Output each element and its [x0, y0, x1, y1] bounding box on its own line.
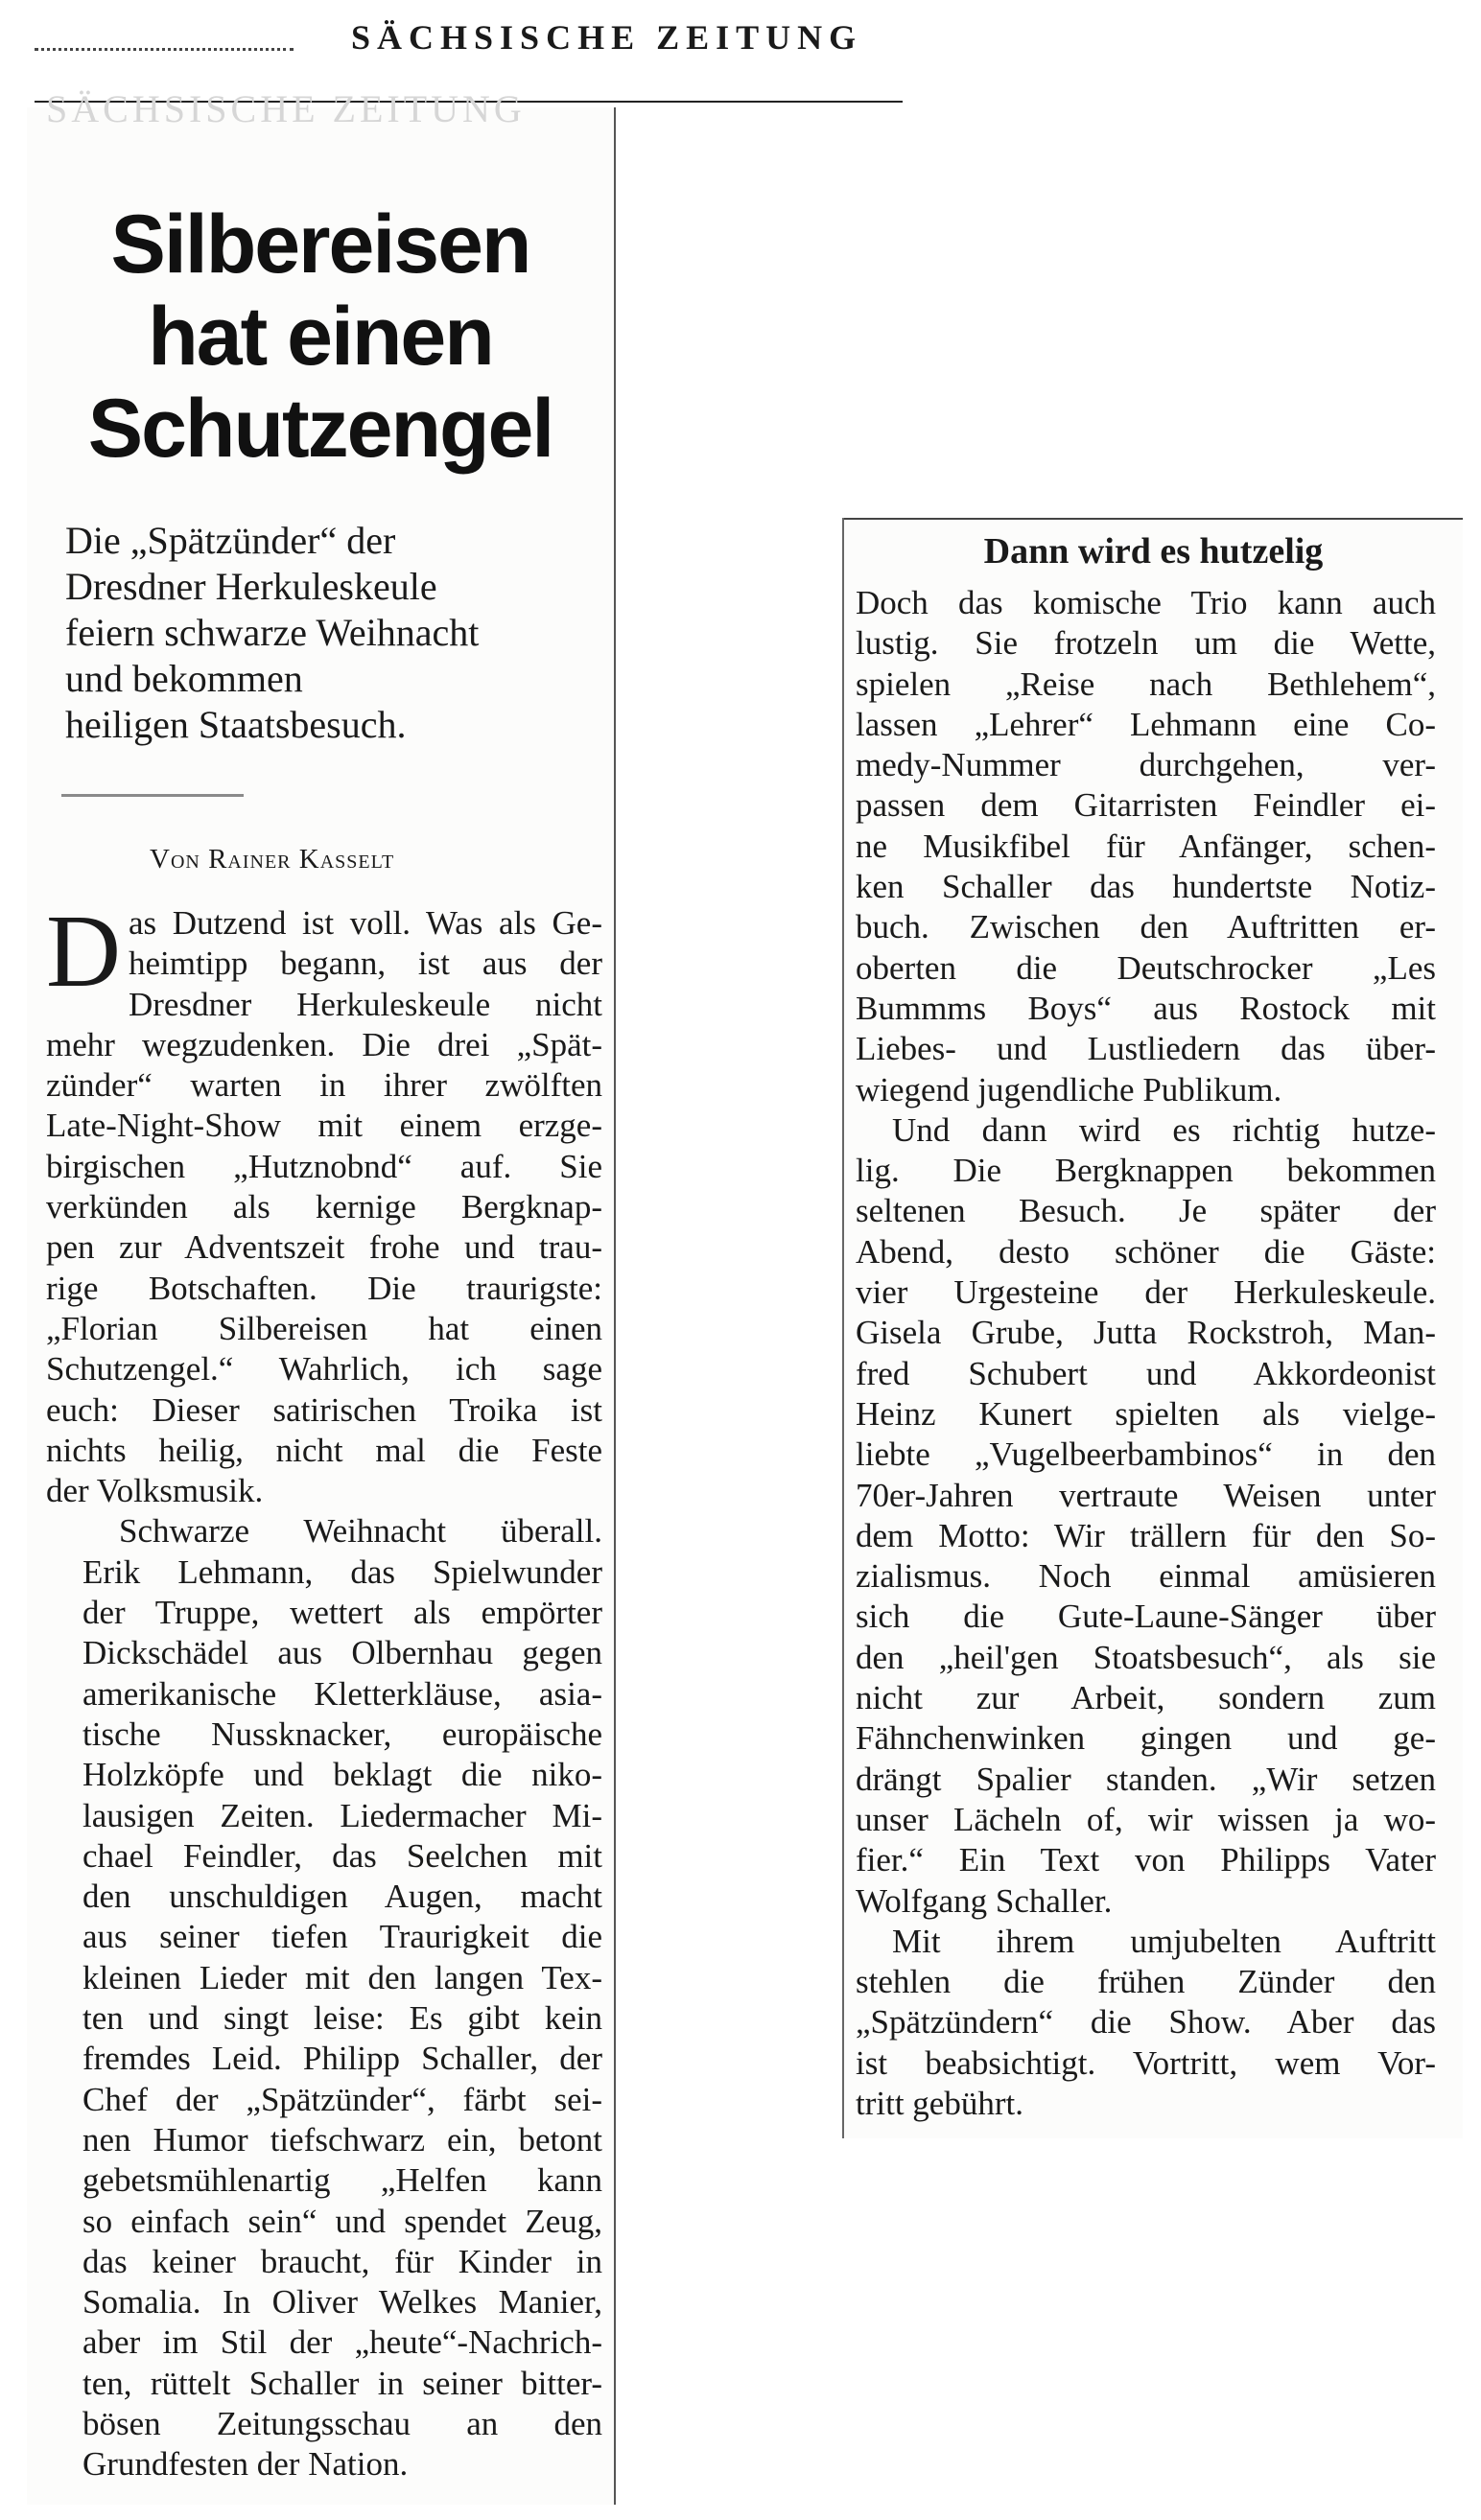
text-line: zialismus. Noch einmal amüsieren	[856, 1557, 1436, 1596]
text-line: nichts heilig, nicht mal die Feste	[46, 1431, 602, 1469]
text-line: das keiner braucht, für Kinder in	[82, 2242, 602, 2280]
text-line: tische Nussknacker, europäische	[82, 1715, 602, 1753]
drop-cap: D	[46, 895, 121, 1009]
text-line: seltenen Besuch. Je später der	[856, 1192, 1436, 1230]
text-line: aber im Stil der „heute“-Nachrich-	[82, 2323, 602, 2362]
text-line: euch: Dieser satirischen Troika ist	[46, 1390, 602, 1429]
text-line: gebetsmühlenartig „Helfen kann	[82, 2161, 602, 2200]
bleed-through-text: SÄCHSISCHE ZEITUNG	[46, 87, 526, 130]
text-line: Doch das komische Trio kann auch	[856, 584, 1436, 621]
text-line: Dickschädel aus Olbernhau gegen	[82, 1634, 602, 1672]
text-line: den unschuldigen Augen, macht	[82, 1878, 602, 1916]
text-line: lig. Die Bergknappen bekommen	[856, 1152, 1436, 1190]
text-line: liebte „Vugelbeerbambinos“ in den	[856, 1435, 1436, 1474]
text-line: Wolfgang Schaller.	[856, 1881, 1113, 1920]
text-line: as Dutzend ist voll. Was als Ge-	[129, 904, 602, 942]
subhead-line: heiligen Staatsbesuch.	[65, 703, 407, 746]
text-line: medy-Nummer durchgehen, ver-	[856, 746, 1436, 784]
text-line: sich die Gute-Laune-Sänger über	[856, 1598, 1436, 1636]
text-line: Schwarze Weihnacht überall.	[119, 1512, 602, 1551]
text-line: Bummms Boys“ aus Rostock mit	[856, 989, 1436, 1027]
text-line: Liebes- und Lustliedern das über-	[856, 1030, 1436, 1068]
headline-line: Schutzengel	[87, 383, 553, 475]
section-heading: Dann wird es hutzelig	[983, 531, 1324, 572]
text-line: nen Humor tiefschwarz ein, betont	[82, 2120, 602, 2158]
paragraph	[856, 1922, 1436, 2124]
newspaper-name: SÄCHSISCHE ZEITUNG	[351, 18, 863, 57]
byline: Von Rainer Kasselt	[150, 844, 395, 875]
text-line: lausigen Zeiten. Liedermacher Mi-	[82, 1796, 602, 1834]
text-line: birgischen „Hutznobnd“ auf. Sie	[46, 1147, 602, 1185]
text-line: verkünden als kernige Bergknap-	[46, 1188, 602, 1226]
text-line: zünder“ warten in ihrer zwölften	[46, 1066, 602, 1105]
text-line: Heinz Kunert spielten als vielge-	[856, 1394, 1436, 1433]
text-line: ten und singt leise: Es gibt kein	[82, 1999, 602, 2038]
text-line: chael Feindler, das Seelchen mit	[82, 1836, 602, 1875]
text-line: ken Schaller das hundertste Notiz-	[856, 868, 1436, 906]
text-line: Erik Lehmann, das Spielwunder	[82, 1552, 602, 1591]
article-body-right	[856, 583, 1436, 2124]
subheadline	[65, 518, 602, 748]
text-line: der Volksmusik.	[46, 1472, 264, 1510]
text-line: tritt gebührt.	[856, 2084, 1023, 2122]
article-body-left	[46, 895, 602, 2485]
text-line: den „heil'gen Stoatsbesuch“, als sie	[856, 1638, 1436, 1676]
text-line: ist beabsichtigt. Vortritt, wem Vor-	[856, 2043, 1436, 2082]
text-line: lassen „Lehrer“ Lehmann eine Co-	[856, 705, 1436, 743]
subhead-line: Dresdner Herkuleskeule	[65, 565, 437, 608]
text-line: wiegend jugendliche Publikum.	[856, 1070, 1282, 1108]
article-continuation-column	[842, 518, 1463, 2138]
text-line: unser Lächeln of, wir wissen ja wo-	[856, 1800, 1436, 1838]
text-line: Schutzengel.“ Wahrlich, ich sage	[46, 1350, 602, 1388]
text-line: dem Motto: Wir trällern für den So-	[856, 1516, 1436, 1554]
text-line: fremdes Leid. Philipp Schaller, der	[82, 2040, 602, 2078]
headline-line: Silbereisen	[110, 198, 530, 291]
text-line: ne Musikfibel für Anfänger, schen-	[856, 827, 1436, 865]
text-line: 70er-Jahren vertraute Weisen unter	[856, 1476, 1436, 1514]
text-line: fier.“ Ein Text von Philipps Vater	[856, 1841, 1436, 1879]
text-line: der Truppe, wettert als empörter	[82, 1594, 602, 1632]
text-line: amerikanische Kletterkläuse, asia-	[82, 1674, 602, 1713]
text-line: heimtipp begann, ist aus der	[129, 945, 602, 983]
article-main-column	[27, 87, 616, 2505]
text-line: stehlen die frühen Zünder den	[856, 1963, 1436, 2001]
text-line: Dresdner Herkuleskeule nicht	[129, 985, 602, 1023]
text-line: Und dann wird es richtig hutze-	[892, 1110, 1436, 1149]
text-line: ten, rüttelt Schaller in seiner bitter-	[82, 2364, 602, 2402]
headline-line: hat einen	[148, 291, 493, 383]
text-line: Chef der „Spätzünder“, färbt sei-	[82, 2080, 602, 2118]
subhead-line: feiern schwarze Weihnacht	[65, 611, 480, 654]
text-line: Mit ihrem umjubelten Auftritt	[892, 1922, 1436, 1960]
text-line: bösen Zeitungsschau an den	[82, 2404, 602, 2442]
text-line: fred Schubert und Akkordeonist	[856, 1354, 1436, 1392]
text-line: so einfach sein“ und spendet Zeug,	[82, 2202, 602, 2240]
headline	[27, 198, 614, 475]
text-line: lustig. Sie frotzeln um die Wette,	[856, 624, 1436, 663]
paragraph	[46, 895, 602, 1511]
text-line: kleinen Lieder mit den langen Tex-	[82, 1958, 602, 1996]
text-line: drängt Spalier standen. „Wir setzen	[856, 1760, 1436, 1798]
text-line: Holzköpfe und beklagt die niko-	[82, 1756, 602, 1794]
text-line: nicht zur Arbeit, sondern zum	[856, 1679, 1436, 1717]
text-line: „Florian Silbereisen hat einen	[46, 1309, 602, 1347]
text-line: Fähnchenwinken gingen und ge-	[856, 1719, 1436, 1758]
text-line: aus seiner tiefen Traurigkeit die	[82, 1918, 602, 1956]
text-line: passen dem Gitarristen Feindler ei-	[856, 786, 1436, 825]
text-line: Gisela Grube, Jutta Rockstroh, Man-	[856, 1314, 1436, 1352]
paragraph	[856, 1110, 1436, 1922]
text-line: mehr wegzudenken. Die drei „Spät-	[46, 1025, 602, 1063]
subhead-divider	[61, 794, 244, 797]
subhead-line: Die „Spätzünder“ der	[65, 519, 396, 562]
paragraph	[856, 583, 1436, 1110]
text-line: Somalia. In Oliver Welkes Manier,	[82, 2283, 602, 2322]
text-line: rige Botschaften. Die traurigste:	[46, 1269, 602, 1307]
subhead-line: und bekommen	[65, 657, 303, 700]
text-line: pen zur Adventszeit frohe und trau-	[46, 1228, 602, 1267]
text-line: buch. Zwischen den Auftritten er-	[856, 908, 1436, 946]
text-line: spielen „Reise nach Bethlehem“,	[856, 665, 1436, 703]
text-line: Grundfesten der Nation.	[82, 2445, 409, 2484]
text-line: oberten die Deutschrocker „Les	[856, 948, 1436, 987]
text-line: Abend, desto schöner die Gäste:	[856, 1232, 1436, 1271]
masthead-dotted-rule	[35, 48, 294, 51]
text-line: vier Urgesteine der Herkuleskeule.	[856, 1273, 1436, 1312]
text-line: „Spätzündern“ die Show. Aber das	[856, 2003, 1436, 2042]
paragraph	[46, 1511, 602, 2485]
text-line: Late-Night-Show mit einem erzge-	[46, 1107, 602, 1145]
column-top-rule	[844, 518, 1463, 520]
